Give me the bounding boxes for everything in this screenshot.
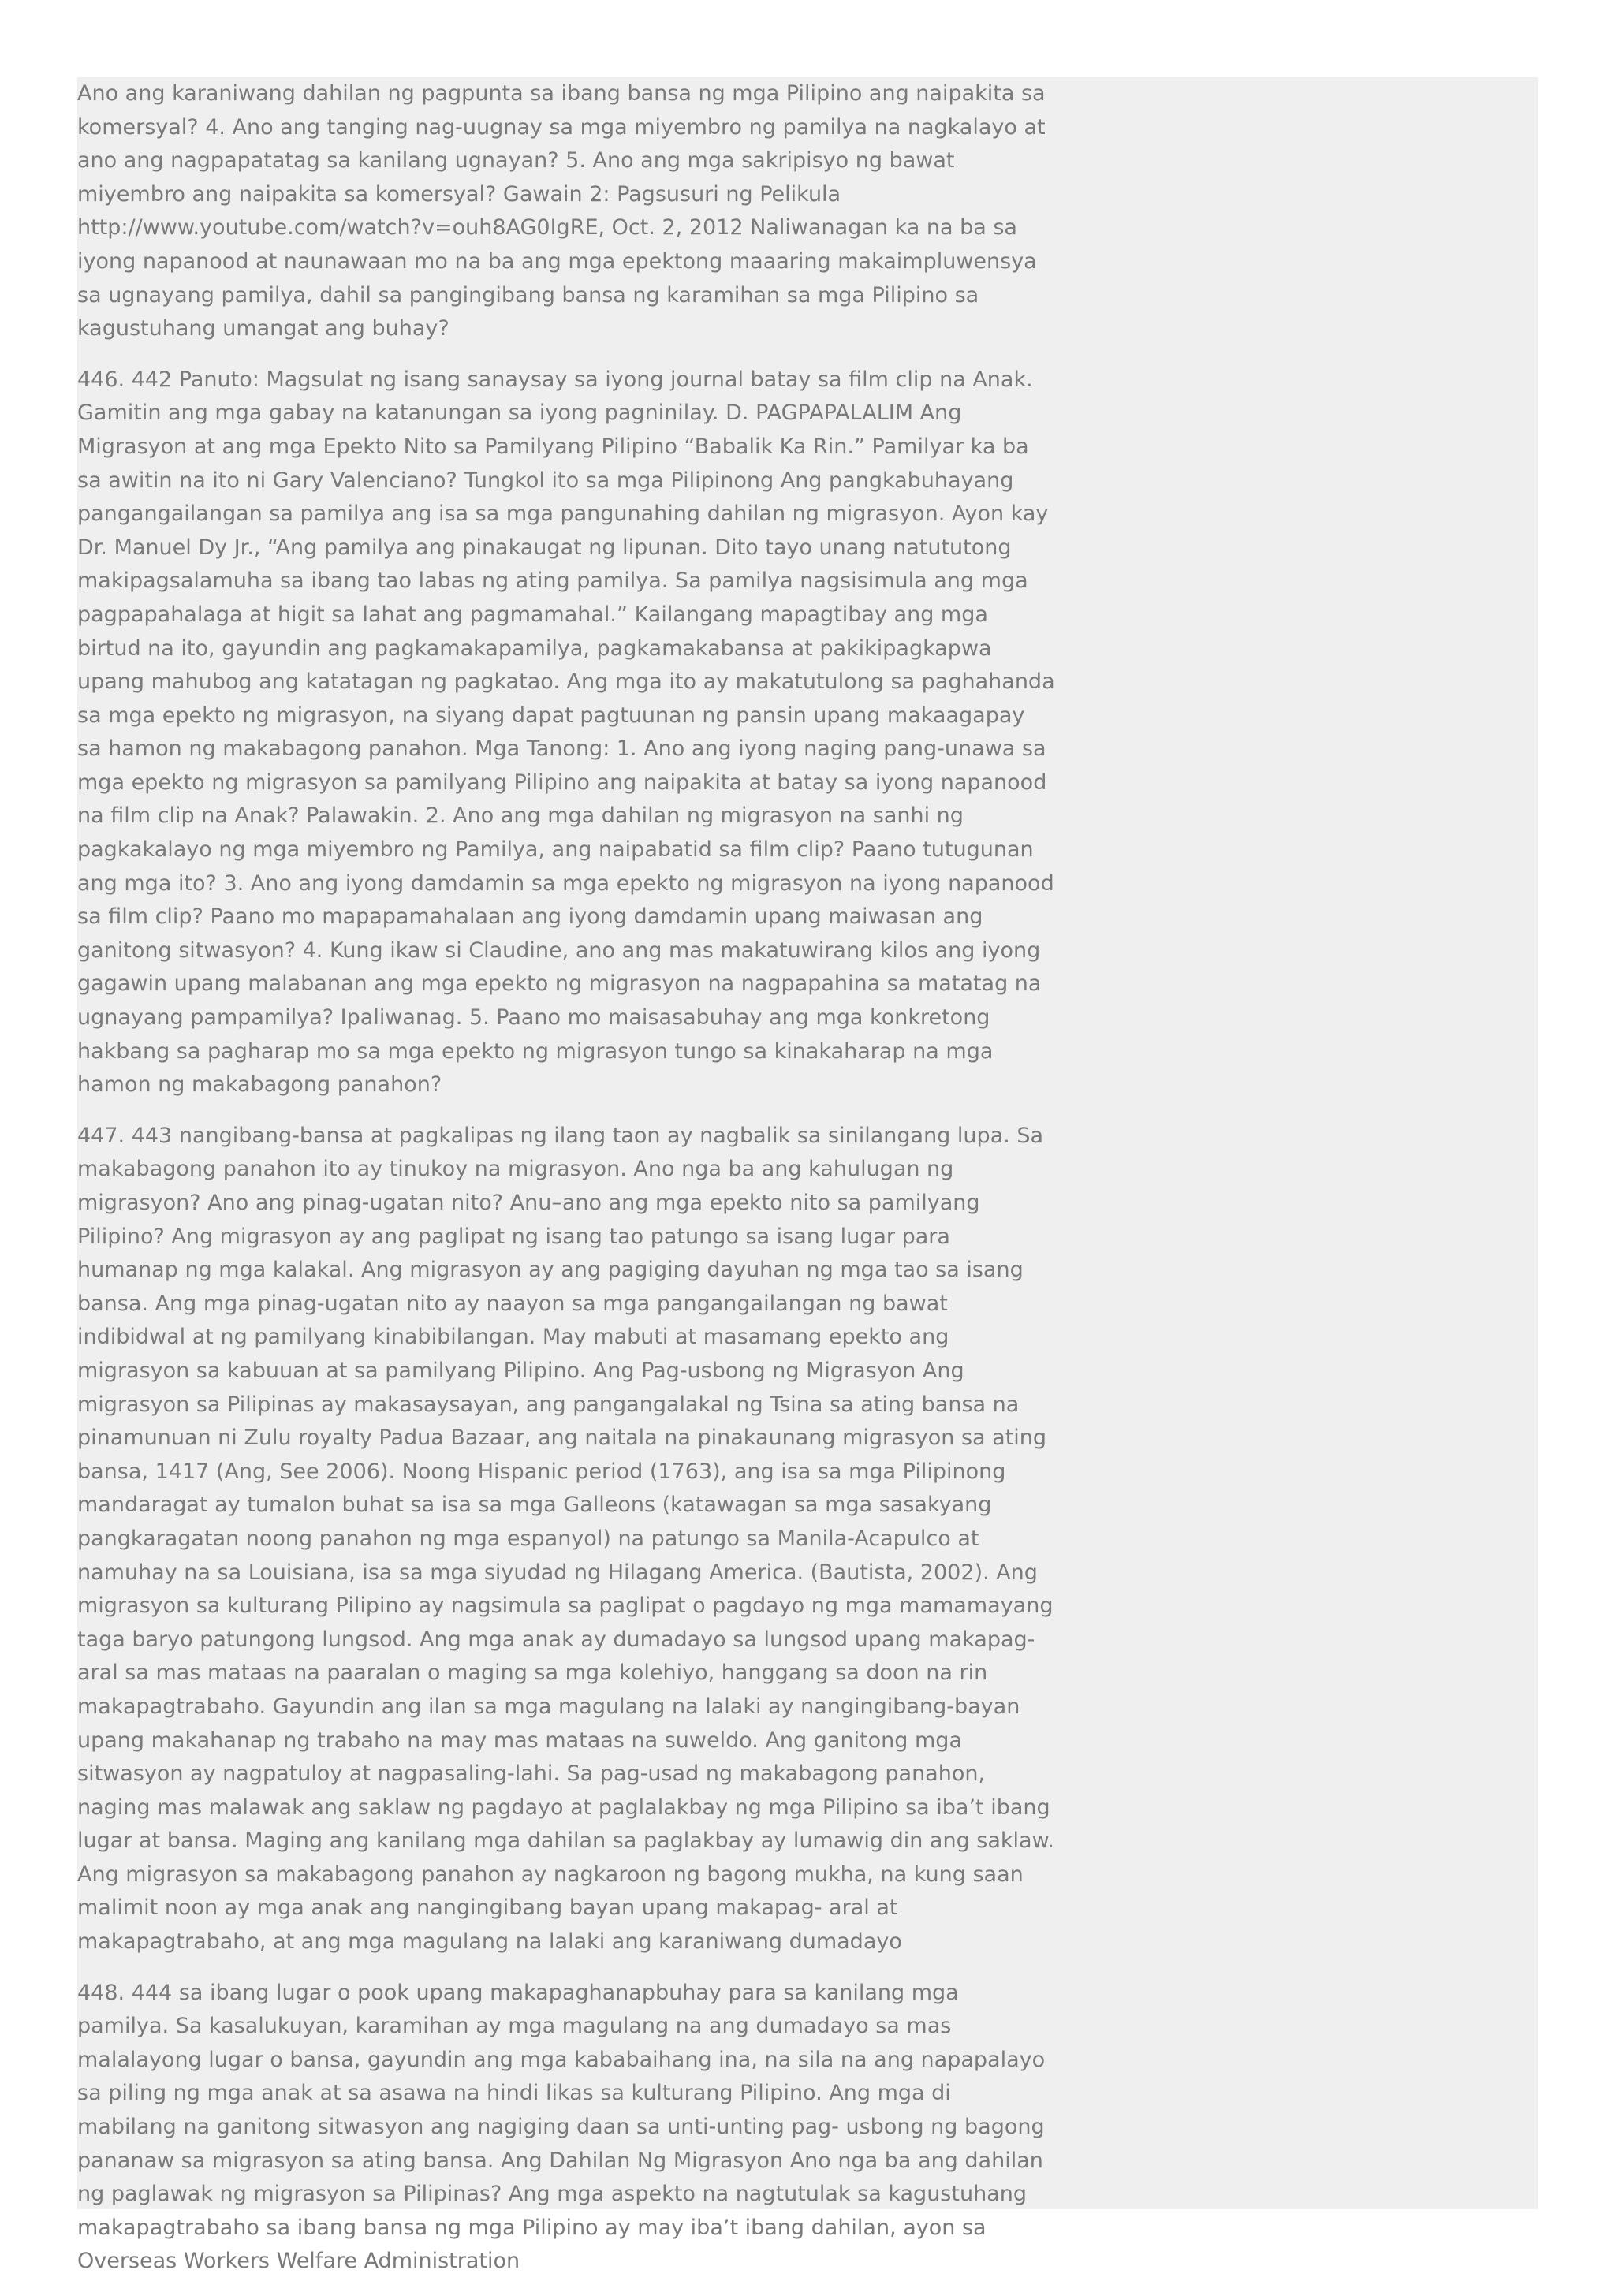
document-body bbox=[77, 77, 1055, 2296]
paragraph-1: Ano ang karaniwang dahilan ng pagpunta sa ibang bansa ng mga Pilipino ang naipakita sa komersyal? 4. Ano ang tanging nag-uugnay sa mga miyembro ng pamilya na nagkalayo at ano ang nagpapatatag sa kanilang ugnayan? 5. Ano ang mga sakripisyo ng bawat miyembro ang naipakita sa komersyal? Gawain 2: Pagsusuri ng Pelikula http://www.youtube.com/watch?v=ouh8AG0IgRE, Oct. 2, 2012 Naliwanagan ka na ba sa iyong napanood at naunawaan mo na ba ang mga epektong maaaring makaimpluwensya sa ugnayang pamilya, dahil sa pangingibang bansa ng karamihan sa mga Pilipino sa kagustuhang umangat ang buhay? bbox=[77, 81, 1046, 341]
paragraph-4: 448. 444 sa ibang lugar o pook upang makapaghanapbuhay para sa kanilang mga pamilya. Sa kasalukuyan, karamihan ay mga magulang na ang dumadayo sa mas malalayong lugar o bansa, gayundin ang mga kababaihang ina, na sila na ang napapalayo sa piling ng mga anak at sa asawa na hindi likas sa kulturang Pilipino. Ang mga di mabilang na ganitong sitwasyon ang nagiging daan sa unti-unting pag- usbong ng bagong pananaw sa migrasyon sa ating bansa. Ang Dahilan Ng Migrasyon Ano nga ba ang dahilan ng paglawak ng migrasyon sa Pilipinas? Ang mga aspekto na nagtutulak sa kagustuhang makapagtrabaho sa ibang bansa ng mga Pilipino ay may iba’t ibang dahilan, ayon sa Overseas Workers Welfare Administration bbox=[77, 1980, 1046, 2274]
paragraph-2: 446. 442 Panuto: Magsulat ng isang sanaysay sa iyong journal batay sa film clip na Anak. Gamitin ang mga gabay na katanungan sa iyong pagninilay. D. PAGPAPALALIM Ang Migrasyon at ang mga Epekto Nito sa Pamilyang Pilipino “Babalik Ka Rin.” Pamilyar ka ba sa awitin na ito ni Gary Valenciano? Tungkol ito sa mga Pilipinong Ang pangkabuhayang pangangailangan sa pamilya ang isa sa mga pangunahing dahilan ng migrasyon. Ayon kay Dr. Manuel Dy Jr., “Ang pamilya ang pinakaugat ng lipunan. Dito tayo unang natututong makipagsalamuha sa ibang tao labas ng ating pamilya. Sa pamilya nagsisimula ang mga pagpapahalaga at higit sa lahat ang pagmamahal.” Kailangang mapagtibay ang mga birtud na ito, gayundin ang pagkamakapamilya, pagkamakabansa at pakikipagkapwa upang mahubog ang katatagan ng pagkatao. Ang mga ito ay makatutulong sa paghahanda sa mga epekto ng migrasyon, na siyang dapat pagtuunan ng pansin upang makaagapay sa hamon ng makabagong panahon. Mga Tanong: 1. Ano ang iyong naging pang-unawa sa mga epekto ng migrasyon sa pamilyang Pilipino ang naipakita at batay sa iyong napanood na film clip na Anak? Palawakin. 2. Ano ang mga dahilan ng migrasyon na sanhi ng pagkakalayo ng mga miyembro ng Pamilya, ang naipabatid sa film clip? Paano tutugunan ang mga ito? 3. Ano ang iyong damdamin sa mga epekto ng migrasyon na iyong napanood sa film clip? Paano mo mapapamahalaan ang iyong damdamin upang maiwasan ang ganitong sitwasyon? 4. Kung ikaw si Claudine, ano ang mas makatuwirang kilos ang iyong gagawin upang malabanan ang mga epekto ng migrasyon na nagpapahina sa matatag na ugnayang pampamilya? Ipaliwanag. 5. Paano mo maisasabuhay ang mga konkretong hakbang sa pagharap mo sa mga epekto ng migrasyon tungo sa kinakaharap na mga hamon ng makabagong panahon? bbox=[77, 367, 1055, 1098]
paragraph-3: 447. 443 nangibang-bansa at pagkalipas ng ilang taon ay nagbalik sa sinilangang lupa. Sa makabagong panahon ito ay tinukoy na migrasyon. Ano nga ba ang kahulugan ng migrasyon? Ano ang pinag-ugatan nito? Anu–ano ang mga epekto nito sa pamilyang Pilipino? Ang migrasyon ay ang paglipat ng isang tao patungo sa isang lugar para humanap ng mga kalakal. Ang migrasyon ay ang pagiging dayuhan ng mga tao sa isang bansa. Ang mga pinag-ugatan nito ay naayon sa mga pangangailangan ng bawat indibidwal at ng pamilyang kinabibilangan. May mabuti at masamang epekto ang migrasyon sa kabuuan at sa pamilyang Pilipino. Ang Pag-usbong ng Migrasyon Ang migrasyon sa Pilipinas ay makasaysayan, ang pangangalakal ng Tsina sa ating bansa na pinamunuan ni Zulu royalty Padua Bazaar, ang naitala na pinakaunang migrasyon sa ating bansa, 1417 (Ang, See 2006). Noong Hispanic period (1763), ang isa sa mga Pilipinong mandaragat ay tumalon buhat sa isa sa mga Galleons (katawagan sa mga sasakyang pangkaragatan noong panahon ng mga espanyol) na patungo sa Manila-Acapulco at namuhay na sa Louisiana, isa sa mga siyudad ng Hilagang America. (Bautista, 2002). Ang migrasyon sa kulturang Pilipino ay nagsimula sa paglipat o pagdayo ng mga mamamayang taga baryo patungong lungsod. Ang mga anak ay dumadayo sa lungsod upang makapag-aral sa mas mataas na paaralan o maging sa mga kolehiyo, hanggang sa doon na rin makapagtrabaho. Gayundin ang ilan sa mga magulang na lalaki ay nangingibang-bayan upang makahanap ng trabaho na may mas mataas na suweldo. Ang ganitong mga sitwasyon ay nagpatuloy at nagpasaling-lahi. Sa pag-usad ng makabagong panahon, naging mas malawak ang saklaw ng pagdayo at paglalakbay ng mga Pilipino sa iba’t ibang lugar at bansa. Maging ang kanilang mga dahilan sa paglakbay ay lumawig din ang saklaw. Ang migrasyon sa makabagong panahon ay nagkaroon ng bagong mukha, na kung saan malimit noon ay mga anak ang nangingibang bayan upang makapag- aral at makapagtrabaho, at ang mga magulang na lalaki ang karaniwang dumadayo bbox=[77, 1123, 1054, 1955]
